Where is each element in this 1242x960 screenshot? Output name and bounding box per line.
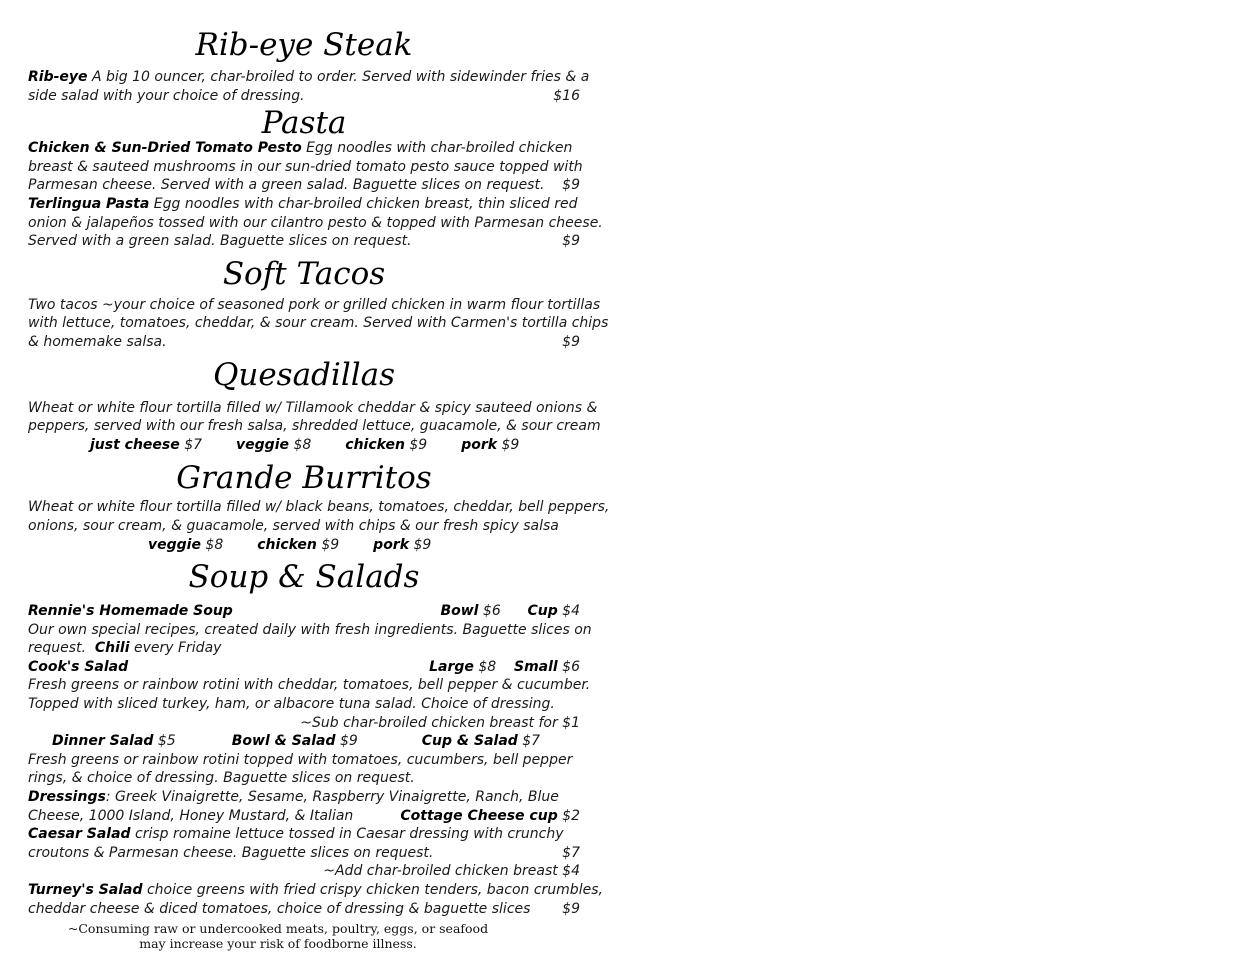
ribeye-desc-2: side salad with your choice of dressing.: [28, 87, 305, 104]
chili-label: Chili: [94, 640, 130, 657]
burritos-options: [28, 536, 580, 555]
pasta-item1-desc-1: Egg noodles with char-broiled chicken: [306, 140, 573, 157]
pasta-item1-line-1: [28, 139, 580, 158]
soup-line-1: [28, 602, 580, 621]
quesadilla-option: veggie $8: [236, 436, 312, 453]
soup-prices: Bowl $6 Cup $4: [440, 603, 580, 620]
pasta-item2-price: $9: [562, 233, 580, 250]
quesadillas-line-2: peppers, served with our fresh salsa, shredded lettuce, guacamole, & sour cream: [28, 418, 601, 435]
cooks-line-1: [28, 658, 580, 677]
caesar-line-2: croutons & Parmesan cheese. Baguette slices on request. $7: [28, 844, 580, 861]
pasta-item1-price: $9: [562, 177, 580, 194]
quesadillas-line-1: Wheat or white flour tortilla filled w/ Tillamook cheddar & spicy sauteed onions &: [28, 399, 598, 416]
pasta-item1-line-2: breast & sauteed mushrooms in our sun-dried tomato pesto sauce topped with: [28, 158, 583, 175]
burritos-line-1: Wheat or white flour tortilla filled w/ black beans, tomatoes, cheddar, bell peppers,: [28, 499, 610, 516]
heading-soup-salads: Soup & Salads: [188, 559, 420, 596]
burrito-option: pork $9: [373, 536, 432, 553]
turney-price: $9: [562, 900, 580, 917]
quesadilla-option: pork $9: [461, 436, 520, 453]
disclaimer: [28, 922, 528, 951]
cooks-line-3: Topped with sliced turkey, ham, or albacore tuna salad. Choice of dressing.: [28, 696, 555, 713]
dressings-line-1: Dressings: Greek Vinaigrette, Sesame, Raspberry Vinaigrette, Ranch, Blue: [28, 789, 559, 806]
pasta-item2-line-3: [28, 232, 580, 251]
pasta-item2-line-2: onion & jalapeños tossed with our cilantro pesto & topped with Parmesan cheese.: [28, 214, 603, 231]
item-name-rennies-soup: Rennie's Homemade Soup: [28, 603, 233, 620]
item-name-ribeye: Rib-eye: [28, 69, 88, 85]
caesar-line-1: Caesar Salad crisp romaine lettuce tossed in Caesar dressing with crunchy: [28, 826, 564, 843]
item-name-terlingua-pasta: Terlingua Pasta: [28, 195, 150, 212]
heading-soft-tacos: Soft Tacos: [222, 255, 386, 292]
heading-grande-burritos: Grande Burritos: [176, 460, 432, 497]
burrito-option: veggie $8: [148, 536, 224, 553]
turney-line-1: Turney's Salad choice greens with fried crispy chicken tenders, bacon crumbles,: [28, 882, 603, 898]
ribeye-price: $16: [553, 87, 580, 104]
item-name-chicken-pesto: Chicken & Sun-Dried Tomato Pesto: [28, 140, 302, 157]
soup-line-3: request. Chili every Friday: [28, 640, 222, 657]
pasta-item2-desc-3: Served with a green salad. Baguette slices on request.: [28, 233, 412, 250]
dressings-line-2: Cheese, 1000 Island, Honey Mustard, & Italian Cottage Cheese cup $2: [28, 807, 580, 824]
quesadilla-option: just cheese $7: [90, 436, 203, 453]
cooks-prices: Large $8 Small $6: [429, 658, 580, 675]
cooks-sub: ~Sub char-broiled chicken breast for $1: [300, 714, 580, 731]
disclaimer-line-2: may increase your risk of foodborne illness.: [139, 935, 417, 951]
item-name-cooks-salad: Cook's Salad: [28, 658, 129, 675]
quesadilla-option: chicken $9: [345, 436, 428, 453]
tacos-desc-3: & homemake salsa.: [28, 333, 167, 350]
dinner-line-2: Fresh greens or rainbow rotini topped with tomatoes, cucumbers, bell pepper: [28, 751, 573, 768]
dinner-line-3: rings, & choice of dressing. Baguette slices on request.: [28, 770, 415, 787]
tacos-line-1: Two tacos ~your choice of seasoned pork or grilled chicken in warm flour tortillas: [28, 296, 601, 313]
caesar-add: ~Add char-broiled chicken breast $4: [323, 863, 580, 880]
dinner-salad-option: Dinner Salad $5: [52, 733, 176, 750]
cup-salad-option: Cup & Salad $7: [421, 733, 541, 750]
tacos-line-3: [28, 333, 580, 352]
heading-ribeye-steak: Rib-eye Steak: [195, 27, 413, 63]
pasta-item1-line-3: [28, 176, 580, 195]
caesar-price: $7: [562, 844, 580, 861]
bowl-salad-option: Bowl & Salad $9: [231, 733, 358, 750]
heading-quesadillas: Quesadillas: [212, 356, 396, 393]
cottage-cheese: Cottage Cheese cup $2: [400, 807, 580, 824]
tacos-price: $9: [562, 333, 580, 350]
tacos-line-2: with lettuce, tomatoes, cheddar, & sour cream. Served with Carmen's tortilla chips: [28, 315, 609, 332]
pasta-item2-desc-1: Egg noodles with char-broiled chicken breast, thin sliced red: [153, 195, 578, 212]
dressings-label: Dressings: [28, 789, 106, 806]
ribeye-line-2: [28, 87, 580, 106]
soup-line-2: Our own special recipes, created daily with fresh ingredients. Baguette slices on: [28, 621, 592, 638]
heading-pasta: Pasta: [261, 105, 347, 142]
menu-column: [28, 0, 610, 951]
dinner-salad-options: [28, 732, 580, 751]
item-name-turneys-salad: Turney's Salad: [28, 882, 143, 898]
pasta-item1-desc-3: Parmesan cheese. Served with a green salad. Baguette slices on request.: [28, 177, 545, 194]
burritos-line-2: onions, sour cream, & guacamole, served with chips & our fresh spicy salsa: [28, 517, 559, 534]
cooks-line-2: Fresh greens or rainbow rotini with cheddar, tomatoes, bell pepper & cucumber.: [28, 677, 591, 694]
burrito-option: chicken $9: [257, 536, 340, 553]
pasta-item2-line-1: [28, 195, 580, 214]
ribeye-line-1: [28, 68, 590, 87]
quesadillas-options: [28, 436, 580, 455]
disclaimer-line-1: ~Consuming raw or undercooked meats, poultry, eggs, or seafood: [67, 921, 489, 937]
ribeye-desc-1: A big 10 ouncer, char-broiled to order. Served with sidewinder fries & a: [91, 69, 590, 85]
turney-line-2: cheddar cheese & diced tomatoes, choice of dressing & baguette slices $9: [28, 900, 580, 917]
item-name-caesar-salad: Caesar Salad: [28, 826, 131, 843]
